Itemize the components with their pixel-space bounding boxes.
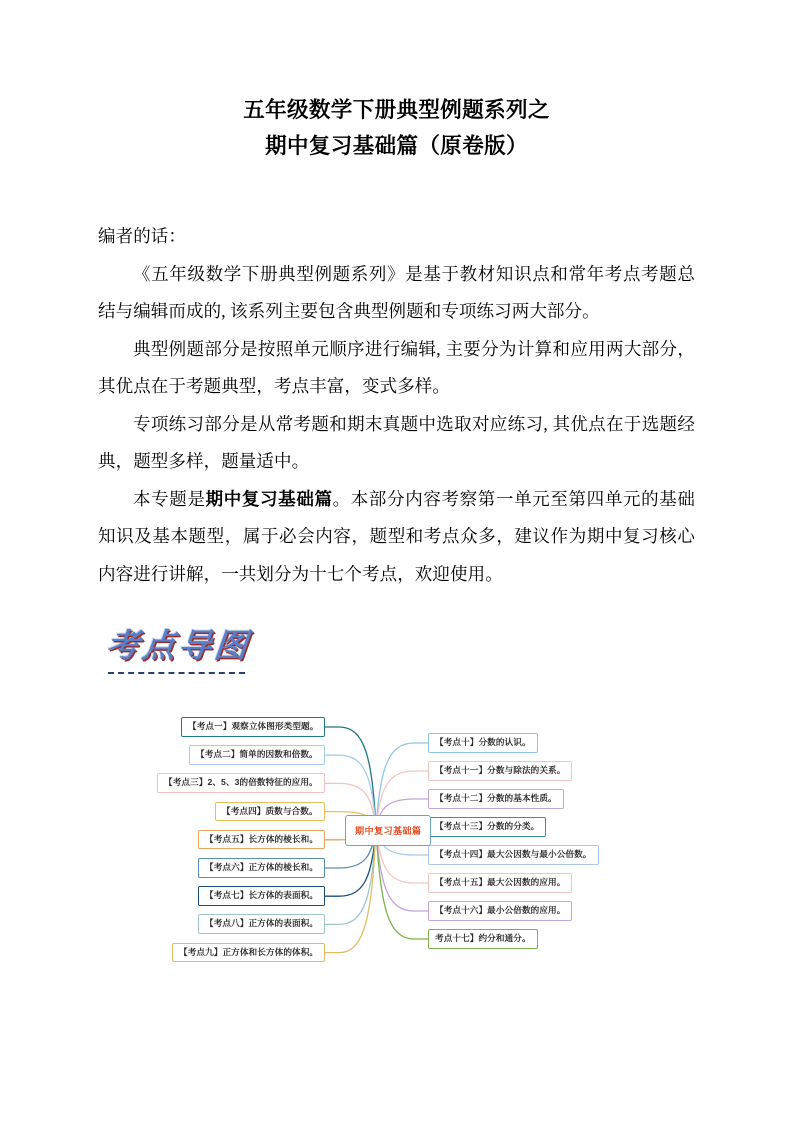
mindmap-center-node[interactable]: 期中复习基础篇 <box>345 815 431 846</box>
mindmap-node-left-9[interactable]: 【考点九】正方体和长方体的体积。 <box>172 943 325 963</box>
document-title-line-2: 期中复习基础篇（原卷版） <box>265 134 528 158</box>
mindmap-node-left-2[interactable]: 【考点二】简单的因数和倍数。 <box>189 745 325 765</box>
preface-paragraph-4 <box>98 481 695 594</box>
preface-label: 编者的话： <box>98 226 186 246</box>
section-banner-title: 考点导图 <box>104 629 252 665</box>
section-banner-rule <box>108 672 245 674</box>
preface-block <box>98 218 695 593</box>
mindmap-node-left-4[interactable]: 【考点四】质数与合数。 <box>215 802 325 822</box>
mindmap-diagram <box>32 695 732 960</box>
final-paragraph-lead: 本专题是 <box>133 488 206 509</box>
preface-paragraph-1: 《五年级数学下册典型例题系列》是基于教材知识点和常年考点考题总结与编辑而成的, 该系列主要包含典型例题和专项练习两大部分。 <box>98 263 695 321</box>
mindmap-node-right-1[interactable]: 【考点十】分数的认识。 <box>428 733 538 753</box>
mindmap-node-left-5[interactable]: 【考点五】长方体的棱长和。 <box>198 830 325 850</box>
mindmap-node-right-6[interactable]: 【考点十五】最大公因数的应用。 <box>428 873 572 893</box>
final-paragraph-emphasis: 期中复习基础篇 <box>205 488 333 509</box>
mindmap-node-right-2[interactable]: 【考点十一】分数与除法的关系。 <box>428 761 572 781</box>
preface-paragraph-2: 典型例题部分是按照单元顺序进行编辑, 主要分为计算和应用两大部分，其优点在于考题典型，考点丰富，变式多样。 <box>98 338 695 396</box>
mindmap-node-right-8[interactable]: 考点十七】约分和通分。 <box>428 929 538 949</box>
mindmap-node-right-5[interactable]: 【考点十四】最大公因数与最小公倍数。 <box>428 845 599 865</box>
mindmap-node-right-4[interactable]: 【考点十三】分数的分类。 <box>428 817 546 837</box>
mindmap-node-left-7[interactable]: 【考点七】长方体的表面积。 <box>198 886 325 906</box>
mindmap-node-left-8[interactable]: 【考点八】正方体的表面积。 <box>198 914 325 934</box>
mindmap-node-left-1[interactable]: 【考点一】观察立体图形类型题。 <box>181 717 325 737</box>
mindmap-node-left-6[interactable]: 【考点六】正方体的棱长和。 <box>198 858 325 878</box>
mindmap-node-right-7[interactable]: 【考点十六】最小公倍数的应用。 <box>428 901 572 921</box>
mindmap-node-right-3[interactable]: 【考点十二】分数的基本性质。 <box>428 789 564 809</box>
final-paragraph-rest: 。本部分内容考察第一单元至第四单元的基础知识及基本题型，属于必会内容，题型和考点众多，建议作为期中复习核心内容进行讲解，一共划分为十七个考点，欢迎使用。 <box>98 488 696 584</box>
section-banner <box>106 627 695 685</box>
document-title-line-1: 五年级数学下册典型例题系列之 <box>243 98 550 122</box>
mindmap-node-left-3[interactable]: 【考点三】2、5、3的倍数特征的应用。 <box>157 773 325 793</box>
preface-paragraph-3: 专项练习部分是从常考题和期末真题中选取对应练习, 其优点在于选题经典，题型多样，题量适中。 <box>98 413 695 471</box>
